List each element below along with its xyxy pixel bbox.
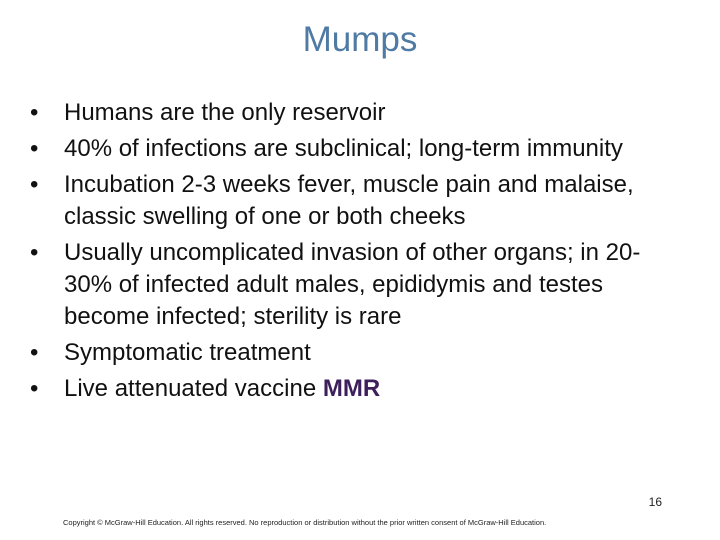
bullet-text: Symptomatic treatment — [64, 339, 311, 366]
bullet-text: Usually uncomplicated invasion of other organs; in 20-30% of infected adult males, epididymis and testes become infected; sterility is rare — [64, 239, 641, 330]
copyright-notice: Copyright © McGraw-Hill Education. All rights reserved. No reproduction or distribution without the prior written consent of McGraw-Hill Education. — [63, 518, 547, 527]
bullet-marker: • — [30, 375, 39, 402]
bullet-marker: • — [30, 239, 39, 266]
bullet-item — [30, 337, 670, 369]
page-number: 16 — [648, 495, 662, 509]
vaccine-emphasis: MMR — [322, 375, 381, 402]
bullet-item — [30, 169, 670, 233]
bullet-item — [30, 237, 670, 333]
bullet-list — [30, 97, 670, 409]
bullet-text: 40% of infections are subclinical; long-term immunity — [64, 135, 623, 162]
bullet-marker: • — [30, 171, 39, 198]
bullet-text: Live attenuated vaccine — [64, 375, 323, 402]
bullet-marker: • — [30, 339, 39, 366]
bullet-marker: • — [30, 99, 39, 126]
bullet-item — [30, 97, 670, 129]
slide-title: Mumps — [302, 20, 418, 59]
bullet-marker: • — [30, 135, 39, 162]
bullet-text: Humans are the only reservoir — [64, 99, 386, 126]
bullet-item — [30, 133, 670, 165]
bullet-text: Incubation 2-3 weeks fever, muscle pain and malaise, classic swelling of one or both cheeks — [64, 171, 634, 230]
bullet-item — [30, 373, 670, 405]
